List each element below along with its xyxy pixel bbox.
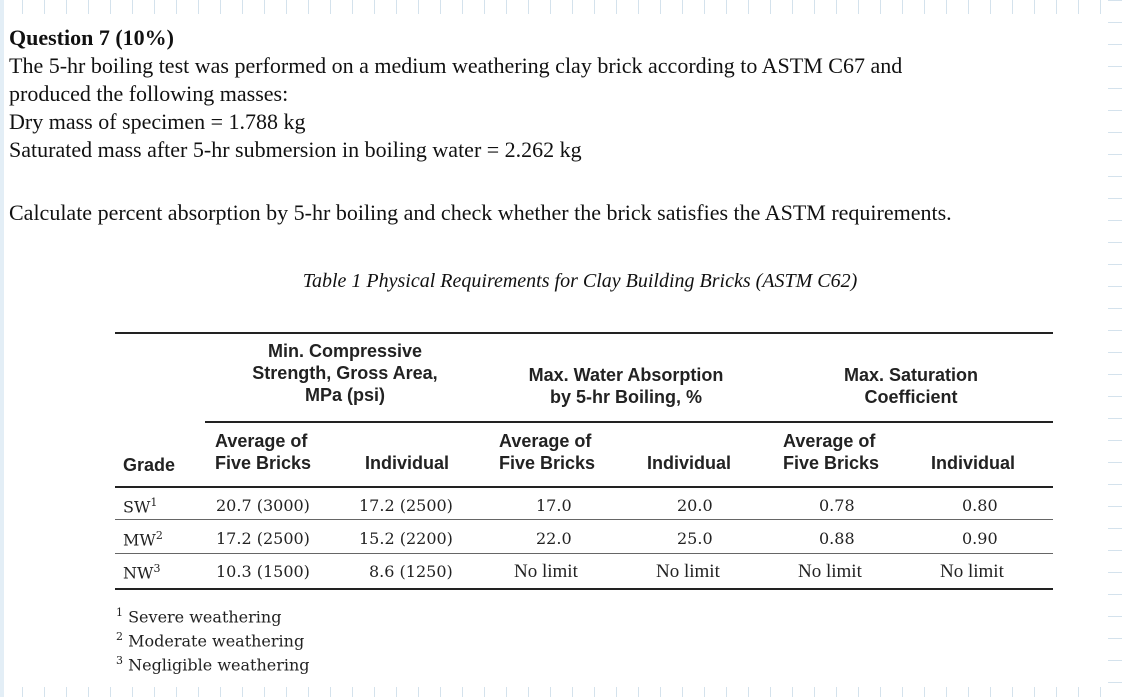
dry-mass-line: Dry mass of specimen = 1.788 kg bbox=[9, 109, 306, 134]
sub-header-ind-1: Individual bbox=[365, 453, 450, 473]
row-nw-c4: No limit bbox=[656, 561, 720, 582]
table-bottom-rule bbox=[115, 588, 1053, 590]
sub-header-ind-3: Individual bbox=[931, 453, 1016, 473]
sub-avg-3-l2: Five Bricks bbox=[783, 453, 880, 473]
group-rule bbox=[205, 421, 1053, 423]
ruler-bottom bbox=[0, 687, 1122, 697]
footnote-3: $^3$ Negligible weathering bbox=[116, 654, 310, 675]
row-sw-c1: 20.7 (3000) bbox=[216, 496, 310, 515]
row-nw-c1: 10.3 (1500) bbox=[216, 562, 310, 581]
group-header-absorption bbox=[495, 364, 757, 408]
row-nw-c5: No limit bbox=[798, 561, 862, 582]
row-rule-1 bbox=[115, 519, 1053, 520]
row-sw-c5: 0.78 bbox=[819, 496, 855, 515]
sub-avg-1-l2: Five Bricks bbox=[215, 453, 312, 473]
footnote-1: $^1$ Severe weathering bbox=[116, 606, 282, 627]
row-mw-c2: 15.2 (2200) bbox=[359, 529, 453, 548]
group3-line1: Max. Saturation bbox=[843, 365, 979, 385]
row-mw-c3: 22.0 bbox=[536, 529, 572, 548]
table-caption-text: Table 1 Physical Requirements for Clay Building Bricks (ASTM C62) bbox=[302, 270, 858, 292]
row-mw-c5: 0.88 bbox=[819, 529, 855, 548]
row-nw-grade: $NW^3$ bbox=[123, 562, 161, 583]
row-mw-c4: 25.0 bbox=[677, 529, 713, 548]
row-nw-c3: No limit bbox=[514, 561, 578, 582]
table-top-rule bbox=[115, 332, 1053, 334]
question-title: Question 7 (10%) bbox=[9, 25, 174, 50]
row-sw-c6: 0.80 bbox=[962, 496, 998, 515]
question-line-2: produced the following masses: bbox=[9, 81, 289, 106]
sub-header-ind-2: Individual bbox=[647, 453, 732, 473]
header-bottom-rule bbox=[115, 486, 1053, 488]
sub-header-avg-2 bbox=[499, 430, 595, 474]
page-edge bbox=[0, 0, 4, 697]
question-prompt: Calculate percent absorption by 5-hr boiling and check whether the brick satisfies the ASTM requirements. bbox=[9, 200, 952, 225]
row-mw-c6: 0.90 bbox=[962, 529, 998, 548]
sub-avg-2-l1: Average of bbox=[499, 431, 592, 451]
table-caption bbox=[0, 270, 1122, 293]
group-header-saturation bbox=[805, 364, 1017, 408]
row-rule-2 bbox=[115, 553, 1053, 554]
row-sw-c3: 17.0 bbox=[536, 496, 572, 515]
ruler-right bbox=[1108, 0, 1122, 697]
group2-line1: Max. Water Absorption bbox=[528, 365, 724, 385]
group1-line2: Strength, Gross Area, bbox=[252, 363, 438, 383]
row-mw-grade: $MW^2$ bbox=[123, 529, 163, 550]
group1-line1: Min. Compressive bbox=[267, 341, 423, 361]
group1-line3: MPa (psi) bbox=[304, 385, 385, 405]
row-sw-c4: 20.0 bbox=[677, 496, 713, 515]
group3-line2: Coefficient bbox=[864, 387, 958, 407]
group-header-compressive bbox=[220, 340, 470, 406]
sub-header-avg-3 bbox=[783, 430, 879, 474]
question-line-1: The 5-hr boiling test was performed on a medium weathering clay brick according to ASTM C67 and bbox=[9, 53, 903, 78]
group2-line2: by 5-hr Boiling, % bbox=[549, 387, 702, 407]
footnote-2: $^2$ Moderate weathering bbox=[116, 630, 305, 651]
row-sw-c2: 17.2 (2500) bbox=[359, 496, 453, 515]
row-sw-grade: $SW^1$ bbox=[123, 496, 158, 517]
question-block bbox=[9, 24, 902, 164]
row-mw-c1: 17.2 (2500) bbox=[216, 529, 310, 548]
row-nw-c6: No limit bbox=[940, 561, 1004, 582]
sub-avg-1-l1: Average of bbox=[215, 431, 308, 451]
sub-header-avg-1 bbox=[215, 430, 311, 474]
row-nw-c2: 8.6 (1250) bbox=[369, 562, 453, 581]
saturated-mass-line: Saturated mass after 5-hr submersion in boiling water = 2.262 kg bbox=[9, 137, 582, 162]
sub-avg-3-l1: Average of bbox=[783, 431, 876, 451]
ruler-top bbox=[0, 0, 1122, 14]
grade-header: Grade bbox=[123, 455, 176, 475]
sub-avg-2-l2: Five Bricks bbox=[499, 453, 596, 473]
